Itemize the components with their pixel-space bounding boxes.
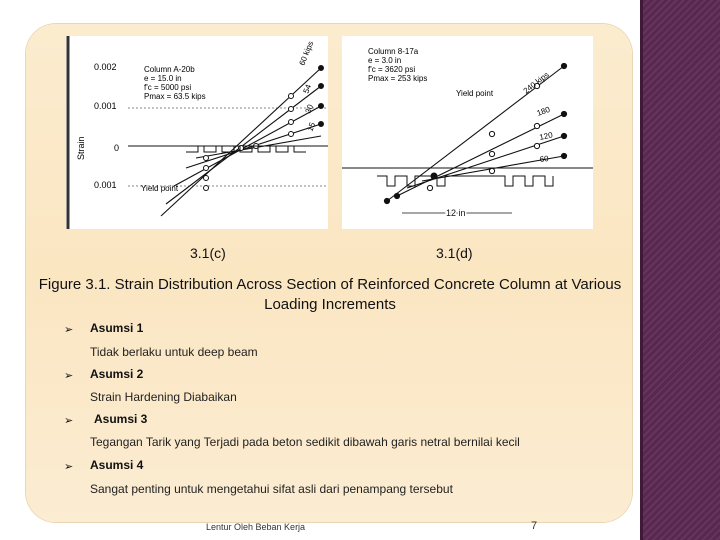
fig-c-tick-zero: 0 <box>114 143 120 153</box>
fig-c-tick-lower: 0.001 <box>94 180 117 190</box>
fig-c-tick-upper: 0.001 <box>94 101 117 111</box>
fig-c-load-label-1: 60 kips <box>297 39 316 67</box>
bullet-marker: ➢ <box>64 324 74 336</box>
bullet-3-text: Tegangan Tarik yang Terjadi pada beton sedikit dibawah garis netral bernilai kecil <box>90 435 520 449</box>
fig-d-load-label-2: 180 <box>535 104 552 118</box>
side-decor-band <box>640 0 720 540</box>
bullet-4-heading: Asumsi 4 <box>90 458 144 472</box>
fig-c-load-label-4: 15 <box>305 121 318 133</box>
figure-d-image <box>342 36 593 229</box>
band-texture <box>640 0 720 540</box>
fig-d-load-label-4: 60 <box>539 154 550 164</box>
bullet-1-text: Tidak berlaku untuk deep beam <box>90 345 258 359</box>
fig-c-column-label: Column A-20b <box>144 65 195 74</box>
fig-d-column-label: Column 8-17a <box>368 47 419 56</box>
bullet-marker: ➢ <box>64 415 74 427</box>
fig-c-fc-label: f'c = 5000 psi <box>144 83 192 92</box>
fig-c-e-label: e = 15.0 in <box>144 74 182 83</box>
fig-c-load-label-3: 30 <box>303 103 316 115</box>
band-edge <box>640 0 643 540</box>
fig-d-load-label-1: 240 kips <box>521 70 551 96</box>
fig-d-fc-label: f'c = 3620 psi <box>368 65 416 74</box>
bullet-marker: ➢ <box>64 370 74 382</box>
figure-c-caption: 3.1(c) <box>190 245 226 261</box>
fig-c-axis-title: Strain <box>76 136 86 160</box>
bullet-1-heading: Asumsi 1 <box>90 321 144 335</box>
figure-d-caption: 3.1(d) <box>436 245 473 261</box>
fig-d-pmax-label: Pmax = 253 kips <box>368 74 428 83</box>
fig-d-load-label-3: 120 <box>538 130 554 142</box>
fig-c-load-label-2: 54 <box>301 83 314 95</box>
page-number: 7 <box>531 520 538 532</box>
bullet-3-heading: Asumsi 3 <box>94 412 148 426</box>
bullet-2-heading: Asumsi 2 <box>90 367 144 381</box>
fig-c-yield-label: Yield point <box>141 184 179 193</box>
fig-d-yield-label: Yield point <box>456 89 494 98</box>
fig-d-width-label: 12 in <box>446 208 466 218</box>
bullet-4-text: Sangat penting untuk mengetahui sifat asli dari penampang tersebut <box>90 482 453 496</box>
fig-c-pmax-label: Pmax = 63.5 kips <box>144 92 206 101</box>
bullet-marker: ➢ <box>64 461 74 473</box>
fig-d-e-label: e = 3.0 in <box>368 56 402 65</box>
figure-title: Figure 3.1. Strain Distribution Across Section of Reinforced Concrete Column at Various Loading Increments <box>38 276 622 313</box>
figure-c-image <box>66 36 328 229</box>
bullet-2-text: Strain Hardening Diabaikan <box>90 390 237 404</box>
fig-d-rebar-profile <box>377 176 553 186</box>
fig-c-tick-top: 0.002 <box>94 62 117 72</box>
footer-text: Lentur Oleh Beban Kerja <box>206 522 306 532</box>
